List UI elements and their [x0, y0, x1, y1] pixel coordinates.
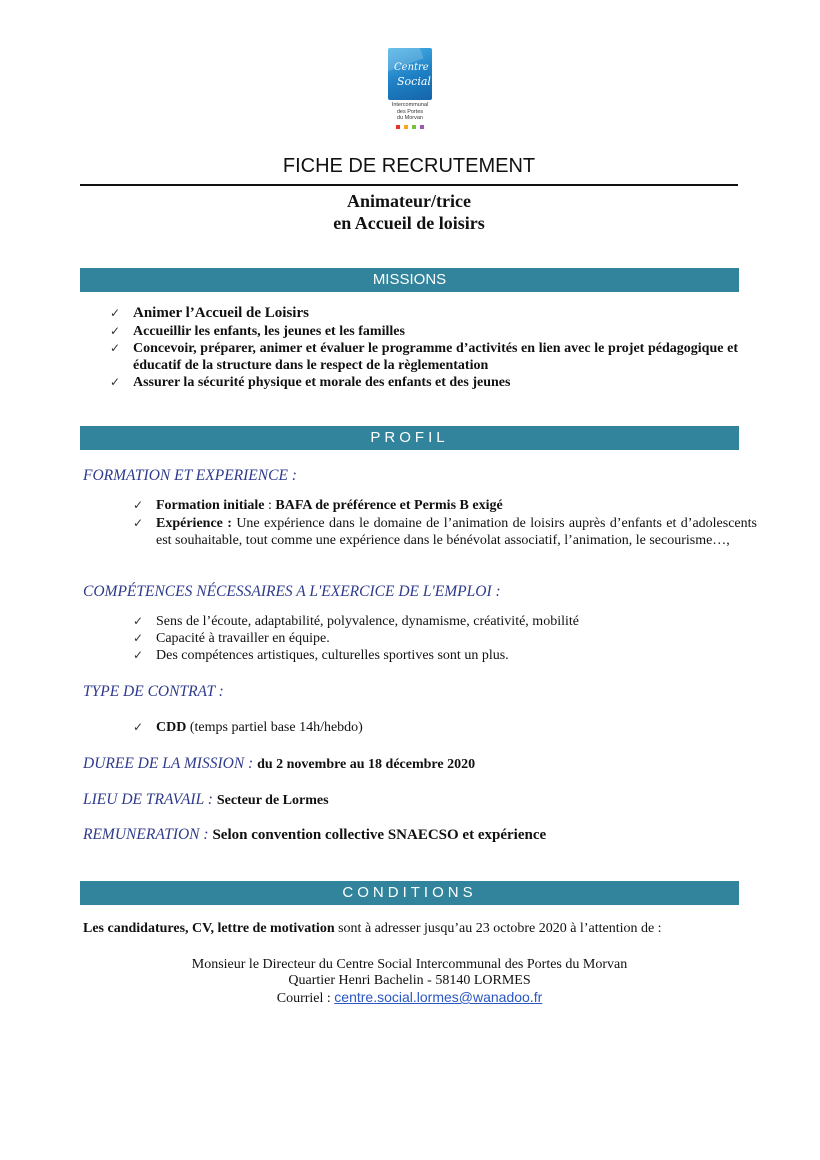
competences-list [133, 613, 757, 664]
conditions-text [83, 921, 783, 937]
lieu-heading: LIEU DE TRAVAIL : [83, 791, 213, 808]
logo-org-name [380, 102, 440, 122]
conditions-intro-bold: Les candidatures, CV, lettre de motivation [83, 921, 335, 936]
item-text: BAFA de préférence et Permis B exigé [275, 498, 503, 513]
remuneration-value: Selon convention collective SNAECSO et expérience [212, 827, 547, 843]
duree-row [83, 755, 475, 773]
contrat-list [133, 719, 733, 736]
check-icon: ✓ [110, 375, 121, 389]
item-separator: : [222, 516, 237, 531]
formation-list [133, 497, 757, 550]
job-title [80, 190, 738, 234]
logo-mark [388, 48, 432, 100]
list-item [110, 340, 738, 374]
logo-wordmark-line1: Centre [394, 62, 429, 73]
logo-dot [404, 125, 408, 129]
contrat-heading: TYPE DE CONTRAT : [83, 683, 224, 700]
mission-text: Concevoir, préparer, animer et évaluer le programme d’activités en lien avec le projet pédagogique et éducatif de la structure dans le respect de la règlementation [133, 341, 738, 373]
mission-text: Accueillir les enfants, les jeunes et les familles [133, 324, 405, 339]
missions-list [110, 305, 738, 391]
mission-text: Animer l’Accueil de Loisirs [133, 305, 309, 321]
email-label: Courriel : [276, 991, 335, 1006]
competence-text: Des compétences artistiques, culturelles sportives sont un plus. [156, 648, 509, 663]
lieu-row [83, 791, 329, 809]
check-icon: ✓ [133, 516, 144, 530]
list-item [133, 515, 757, 549]
list-item [110, 305, 738, 322]
missions-band: MISSIONS [80, 268, 739, 292]
address-line2: Quartier Henri Bachelin - 58140 LORMES [288, 973, 531, 988]
list-item [133, 497, 757, 514]
logo-dots [396, 125, 424, 129]
list-item [133, 613, 757, 630]
item-label: Expérience [156, 516, 223, 531]
competences-heading: COMPÉTENCES NÉCESSAIRES A L'EXERCICE DE L'EMPLOI : [83, 583, 501, 600]
logo-dot [396, 125, 400, 129]
logo-org-line1: Intercommunal [391, 102, 429, 108]
logo-dot [412, 125, 416, 129]
logo [386, 48, 434, 129]
item-label: Formation initiale [156, 498, 265, 513]
check-icon: ✓ [133, 648, 144, 662]
logo-org-line2: des Portes [396, 108, 424, 115]
mission-text: Assurer la sécurité physique et morale des enfants et des jeunes [133, 375, 511, 390]
check-icon: ✓ [133, 498, 144, 512]
conditions-intro-rest: sont à adresser jusqu’au 23 octobre 2020 à l’attention de : [334, 921, 662, 936]
formation-heading: FORMATION ET EXPERIENCE : [83, 467, 297, 484]
address-line1: Monsieur le Directeur du Centre Social Intercommunal des Portes du Morvan [191, 957, 628, 972]
duree-heading: DUREE DE LA MISSION : [83, 755, 254, 772]
check-icon: ✓ [110, 341, 121, 355]
page-title: FICHE DE RECRUTEMENT [282, 155, 536, 177]
competence-text: Sens de l’écoute, adaptabilité, polyvalence, dynamisme, créativité, mobilité [156, 614, 579, 629]
check-icon: ✓ [110, 324, 121, 338]
conditions-band: CONDITIONS [80, 881, 739, 905]
email-row [80, 989, 739, 1007]
competence-text: Capacité à travailler en équipe. [156, 631, 330, 646]
title-divider [80, 184, 738, 186]
list-item [110, 374, 738, 391]
email-link[interactable]: centre.social.lormes@wanadoo.fr [334, 989, 543, 1005]
list-item [133, 630, 757, 647]
lieu-value: Secteur de Lormes [216, 793, 329, 808]
remuneration-row [83, 826, 546, 844]
contact-address [80, 957, 739, 1007]
check-icon: ✓ [133, 631, 144, 645]
item-text: Une expérience dans le domaine de l’animation de loisirs auprès d’enfants et d’adolescents est souhaitable, tout comme une expérience dans le bénévolat associatif, l’animation, le secourisme…, [156, 516, 757, 548]
job-title-line2: en Accueil de loisirs [333, 213, 485, 233]
logo-org-line3: du Morvan [397, 115, 423, 121]
check-icon: ✓ [133, 720, 144, 734]
list-item [133, 647, 757, 664]
contrat-type: CDD [156, 720, 187, 735]
duree-value: du 2 novembre au 18 décembre 2020 [257, 757, 476, 772]
job-title-line1: Animateur/trice [347, 191, 471, 211]
logo-dot [420, 125, 424, 129]
logo-wordmark-line2: Social [397, 75, 431, 88]
list-item [110, 323, 738, 340]
list-item [133, 719, 733, 736]
item-separator: : [264, 498, 276, 513]
check-icon: ✓ [133, 614, 144, 628]
remuneration-heading: REMUNERATION : [83, 826, 209, 843]
check-icon: ✓ [110, 306, 121, 320]
profil-band: PROFIL [80, 426, 739, 450]
contrat-detail: (temps partiel base 14h/hebdo) [186, 720, 363, 735]
